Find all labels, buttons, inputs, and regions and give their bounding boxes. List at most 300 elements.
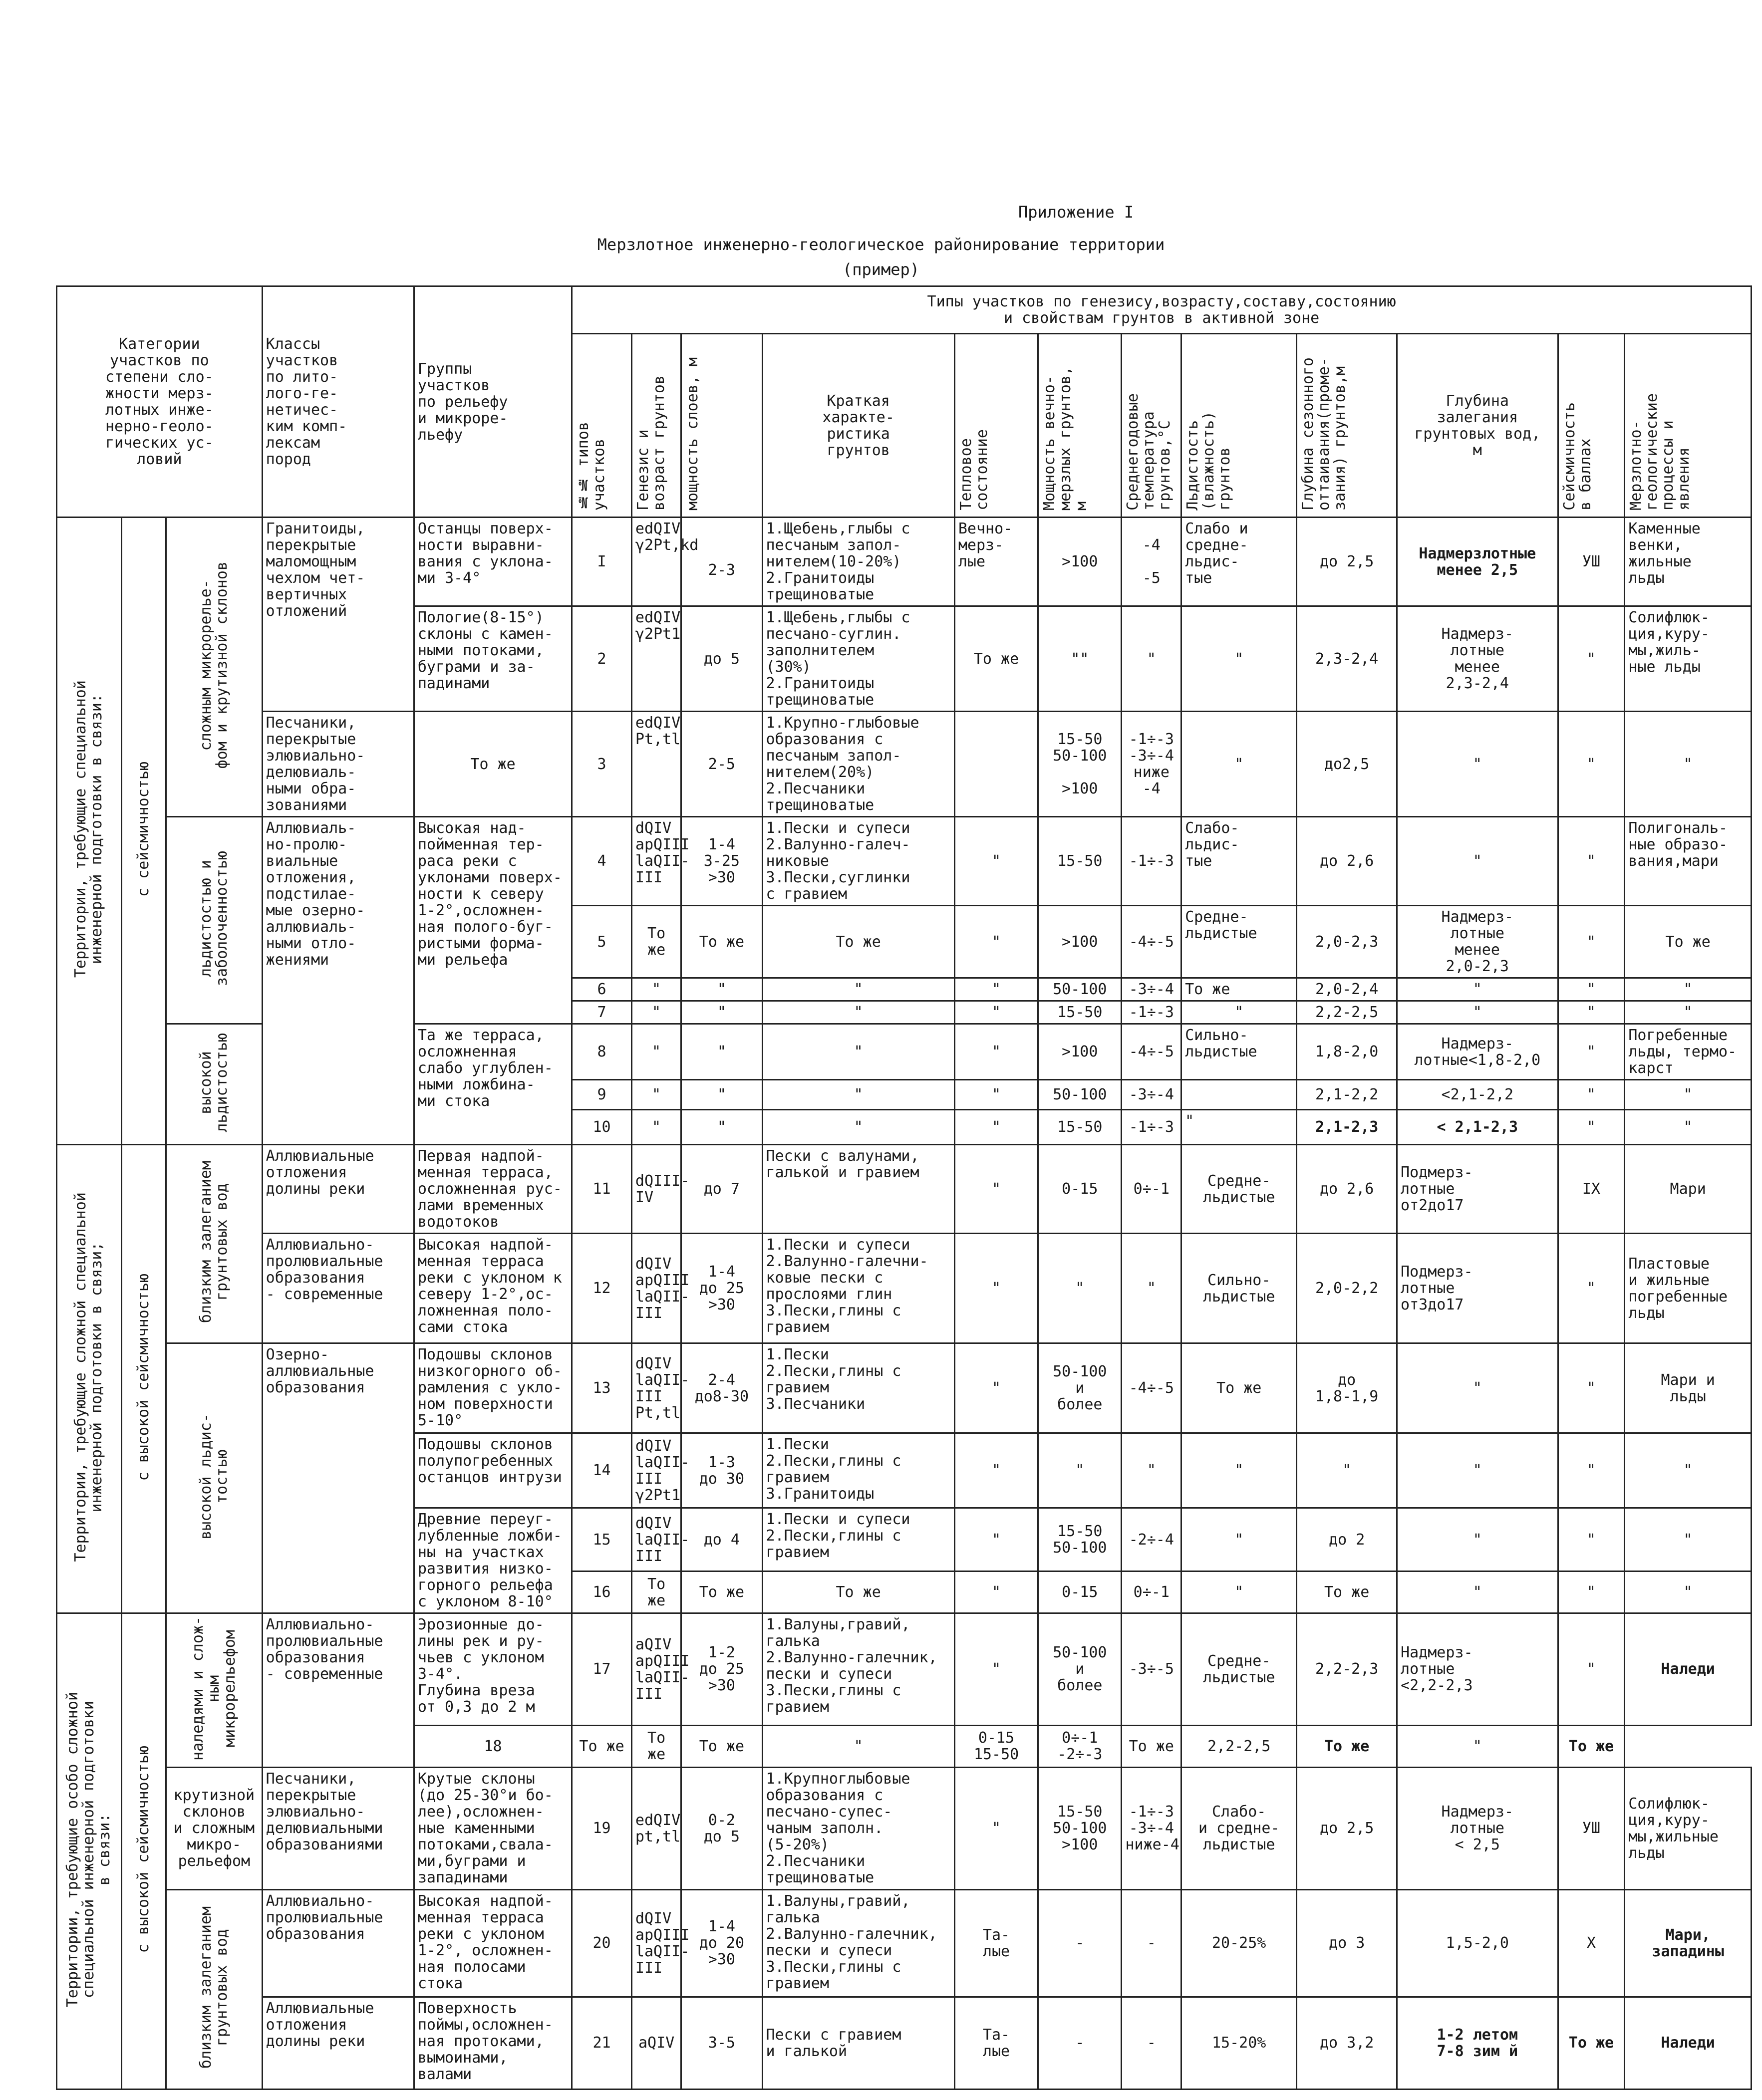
table-row xyxy=(57,1145,1752,1234)
description-cell: " xyxy=(762,1024,954,1080)
description-cell: 1.Валуны,гравий, галька 2.Валунно-галечник, пески и супеси 3.Пески,глины с гравием xyxy=(762,1613,954,1726)
header-description: Краткая характе- ристика грунтов xyxy=(762,334,954,518)
genesis-cell: dQIII-IV xyxy=(631,1145,681,1234)
thaw-cell: 2,0-2,2 xyxy=(1297,1234,1397,1343)
genesis-cell: edQIV γ2Pt,kd xyxy=(631,518,681,606)
description-cell: Пески с валунами, галькой и гравием xyxy=(762,1145,954,1234)
ice-cell: Средне- льдистые xyxy=(1181,1613,1297,1726)
process-cell: " xyxy=(1625,1001,1752,1024)
genesis-cell: dQIV laQII-III γ2Pt1 xyxy=(631,1433,681,1508)
seismicity-cell: " xyxy=(1558,1572,1625,1613)
class-cell: Песчаники, перекрытые элювиально- делювиальными образованиями xyxy=(262,1767,414,1889)
permafrost-cell: 15-50 xyxy=(1038,1110,1122,1145)
description-cell: " xyxy=(762,1110,954,1145)
seismicity-cell: " xyxy=(1558,1433,1625,1508)
thaw-cell: до2,5 xyxy=(1297,712,1397,817)
type-number: I xyxy=(572,518,632,606)
thaw-cell: до 1,8-1,9 xyxy=(1297,1343,1397,1433)
group-cell: Пологие(8-15°) склоны с камен- ными потоками, буграми и за- падинами xyxy=(414,606,572,712)
permafrost-cell: 0-15 15-50 xyxy=(954,1725,1038,1767)
ice-cell: " xyxy=(1181,606,1297,712)
type-number: 11 xyxy=(572,1145,632,1234)
ice-cell: " xyxy=(1181,1572,1297,1613)
category-label: Территории, требующие специальной инженерной подготовки в связи: xyxy=(57,518,122,1145)
genesis-cell: aQIV apQIII laQII-III xyxy=(631,1613,681,1726)
temperature-cell: -1÷-3 -3÷-4 ниже -4 xyxy=(1122,712,1181,817)
groundwater-cell: Подмерз- лотные от3до17 xyxy=(1397,1234,1558,1343)
header-permafrost: Мощность вечно- мерзлых грунтов, м xyxy=(1038,334,1122,518)
type-number: 3 xyxy=(572,712,632,817)
groundwater-cell: Надмерз- лотные <2,2-2,3 xyxy=(1397,1613,1558,1726)
class-cell: Аллювиально- пролювиальные образования - современные xyxy=(262,1613,414,1768)
thaw-cell: до 3,2 xyxy=(1297,1997,1397,2089)
class-cell: Аллювиально- пролювиальные образования xyxy=(262,1889,414,1997)
temperature-cell: 0÷-1 xyxy=(1122,1572,1181,1613)
temperature-cell: -3÷-4 xyxy=(1122,1080,1181,1110)
permafrost-cell: 15-50 50-100 >100 xyxy=(1038,712,1122,817)
header-processes: Мерзлотно- геологические процессы и явления xyxy=(1625,334,1752,518)
description-cell: " xyxy=(762,978,954,1001)
description-cell: 1.Крупно-глыбовые образования с песчаным запол- нителем(20%) 2.Песчаники трещиноватые xyxy=(762,712,954,817)
permafrost-cell: 0-15 xyxy=(1038,1572,1122,1613)
thermal-cell: Та- лые xyxy=(954,1889,1038,1997)
permafrost-cell: 50-100 xyxy=(1038,1080,1122,1110)
seismicity-cell: " xyxy=(1558,817,1625,906)
groundwater-cell: 1,5-2,0 xyxy=(1397,1889,1558,1997)
groundwater-cell: " xyxy=(1397,978,1558,1001)
appendix-label: Приложение I xyxy=(1018,203,1134,222)
document-title: Мерзлотное инженерно-геологическое районирование территории xyxy=(597,235,1165,254)
permafrost-cell: " xyxy=(1038,1234,1122,1343)
seismicity-cell: " xyxy=(1397,1725,1558,1767)
description-cell: То же xyxy=(762,906,954,978)
groundwater-cell: " xyxy=(1397,817,1558,906)
type-number: 5 xyxy=(572,906,632,978)
thickness-cell: 2-4 до8-30 xyxy=(681,1343,762,1433)
permafrost-cell: >100 xyxy=(1038,518,1122,606)
thermal-cell: " xyxy=(954,1110,1038,1145)
description-cell: 1.Валуны,гравий, галька 2.Валунно-галечник, пески и супеси 3.Пески,глины с гравием xyxy=(762,1889,954,1997)
seismicity-cell: " xyxy=(1558,1001,1625,1024)
temperature-cell: -1÷-3 xyxy=(1122,817,1181,906)
header-groups: Группы участков по рельефу и микроре- льефу xyxy=(414,286,572,518)
subcategory-label: крутизной склонов и сложным микро- рельефом xyxy=(166,1767,263,1889)
thermal-cell: " xyxy=(954,1234,1038,1343)
type-number: 18 xyxy=(414,1725,572,1767)
group-cell: Высокая надпой- менная терраса реки с уклоном к северу 1-2°,ос- ложненная поло- сами стока xyxy=(414,1234,572,1343)
process-cell: " xyxy=(1625,1508,1752,1572)
thermal-cell: " xyxy=(954,1433,1038,1508)
type-number: 19 xyxy=(572,1767,632,1889)
seismicity-cell: X xyxy=(1558,1889,1625,1997)
thermal-cell: То же xyxy=(954,606,1038,712)
ice-cell: " xyxy=(1181,712,1297,817)
type-number: 15 xyxy=(572,1508,632,1572)
thaw-cell: 2,1-2,3 xyxy=(1297,1110,1397,1145)
header-thermal: Тепловое состояние xyxy=(954,334,1038,518)
type-number: 14 xyxy=(572,1433,632,1508)
subcategory-label: сложным микрорелье- фом и крутизной склонов xyxy=(166,518,263,817)
process-cell: Мари и льды xyxy=(1625,1343,1752,1433)
thermal-cell: " xyxy=(954,978,1038,1001)
group-cell: Останцы поверх- ности выравни- вания с уклона- ми 3-4° xyxy=(414,518,572,606)
ice-cell: Слабо- льдис- тые xyxy=(1181,817,1297,906)
type-number: 10 xyxy=(572,1110,632,1145)
genesis-cell: aQIV xyxy=(631,1997,681,2089)
group-cell: Древние переуг- лубленные ложби- ны на участках развития низко- горного рельефа с уклоном 8-10° xyxy=(414,1508,572,1613)
thermal-cell: " xyxy=(954,1343,1038,1433)
seismicity-cell: " xyxy=(1558,978,1625,1001)
thickness-cell: 2-3 xyxy=(681,518,762,606)
process-cell: Пластовые и жильные погребенные льды xyxy=(1625,1234,1752,1343)
process-cell: Мари xyxy=(1625,1145,1752,1234)
permafrost-cell: 15-50 xyxy=(1038,1001,1122,1024)
class-cell: Аллювиально- пролювиальные образования - современные xyxy=(262,1234,414,1343)
thaw-cell: 2,1-2,2 xyxy=(1297,1080,1397,1110)
temperature-cell: -3÷-4 xyxy=(1122,978,1181,1001)
thickness-cell: " xyxy=(681,978,762,1001)
temperature-cell: -1÷-3 -3÷-4 ниже-4 xyxy=(1122,1767,1181,1889)
permafrost-cell: 15-50 50-100 >100 xyxy=(1038,1767,1122,1889)
header-row-top xyxy=(57,286,1752,334)
genesis-cell: " xyxy=(631,1080,681,1110)
ice-cell: 20-25% xyxy=(1181,1889,1297,1997)
header-temperature: Среднегодовые температура грунтов,°С xyxy=(1122,334,1181,518)
permafrost-cell: - xyxy=(1038,1997,1122,2089)
seismicity-label: с высокой сейсмичностью xyxy=(121,1613,166,2090)
genesis-cell: dQIV apQIII laQII-III xyxy=(631,1889,681,1997)
thaw-cell: до 3 xyxy=(1297,1889,1397,1997)
document-subtitle: (пример) xyxy=(842,260,920,279)
type-number: 6 xyxy=(572,978,632,1001)
seismicity-cell: " xyxy=(1558,1234,1625,1343)
groundwater-cell: Надмерз- лотные менее 2,3-2,4 xyxy=(1397,606,1558,712)
seismicity-cell: " xyxy=(1558,712,1625,817)
process-cell: Наледи xyxy=(1625,1997,1752,2089)
thickness-cell: до 7 xyxy=(681,1145,762,1234)
process-cell: Мари, западины xyxy=(1625,1889,1752,1997)
group-cell: Первая надпой- менная терраса, осложненная рус- лами временных водотоков xyxy=(414,1145,572,1234)
process-cell: Каменные венки, жильные льды xyxy=(1625,518,1752,606)
thaw-cell: до 2 xyxy=(1297,1508,1397,1572)
seismicity-cell: " xyxy=(1558,1110,1625,1145)
groundwater-cell: < 2,1-2,3 xyxy=(1397,1110,1558,1145)
seismicity-cell: " xyxy=(1558,1024,1625,1080)
type-number: 12 xyxy=(572,1234,632,1343)
temperature-cell: " xyxy=(1122,606,1181,712)
groundwater-cell: 1-2 летом 7-8 зим й xyxy=(1397,1997,1558,2089)
process-cell: " xyxy=(1625,712,1752,817)
genesis-cell: dQIV apQIII laQII-III xyxy=(631,817,681,906)
ice-cell xyxy=(1181,1080,1297,1110)
genesis-cell: dQIV apQIII laQII-III xyxy=(631,1234,681,1343)
type-number: 21 xyxy=(572,1997,632,2089)
ice-cell: Средне- льдистые xyxy=(1181,906,1297,978)
type-number: 17 xyxy=(572,1613,632,1726)
header-types: Типы участков по генезису,возрасту,составу,состоянию и свойствам грунтов в активной зоне xyxy=(572,286,1752,334)
description-cell: 1.Пески 2.Пески,глины с гравием 3.Песчаники xyxy=(762,1343,954,1433)
genesis-cell: То же xyxy=(631,906,681,978)
ice-cell: Сильно- льдистые xyxy=(1181,1234,1297,1343)
header-type-number: №№ типов участков xyxy=(572,334,632,518)
groundwater-cell: Надмерз- лотные < 2,5 xyxy=(1397,1767,1558,1889)
temperature-cell: " xyxy=(1122,1234,1181,1343)
ice-cell: То же xyxy=(1181,978,1297,1001)
ice-cell: " xyxy=(1181,1110,1297,1145)
seismicity-label: с высокой сейсмичностью xyxy=(121,1145,166,1613)
table-row xyxy=(57,1767,1752,1889)
thickness-cell: То же xyxy=(681,1572,762,1613)
type-number: 8 xyxy=(572,1024,632,1080)
group-cell: Высокая над- пойменная тер- раса реки с уклонами поверх- ности к северу 1-2°,осложнен- ная пологo-буг- ристыми форма- ми рельефа xyxy=(414,817,572,1024)
thaw-cell: до 2,5 xyxy=(1297,518,1397,606)
header-categories: Категории участков по степени сло- жности мерз- лотных инже- нерно-геоло- гических ус- ловий xyxy=(57,286,263,518)
process-cell: " xyxy=(1625,978,1752,1001)
temperature-cell: " xyxy=(1122,1433,1181,1508)
subcategory-label: высокой льдистостью xyxy=(166,1024,263,1145)
process-cell: " xyxy=(1625,1080,1752,1110)
thickness-cell: до 4 xyxy=(681,1508,762,1572)
temperature-cell: -1÷-3 xyxy=(1122,1110,1181,1145)
thaw-cell: 2,3-2,4 xyxy=(1297,606,1397,712)
seismicity-label: с сейсмичностью xyxy=(121,518,166,1145)
genesis-cell: dQIV laQII-III xyxy=(631,1508,681,1572)
groundwater-cell: <2,1-2,2 xyxy=(1397,1080,1558,1110)
class-cell: Озерно- аллювиальные образования xyxy=(262,1343,414,1613)
thermal-cell xyxy=(954,712,1038,817)
groundwater-cell: Надмерз- лотные<1,8-2,0 xyxy=(1397,1024,1558,1080)
genesis-cell: dQIV laQII-III Pt,tl xyxy=(631,1343,681,1433)
table-row xyxy=(57,712,1752,817)
header-classes: Классы участков по лито- лого-ге- нетичес- ким комп- лексам пород xyxy=(262,286,414,518)
ice-cell: Слабо- и средне- льдистые xyxy=(1181,1767,1297,1889)
thaw-cell: То же xyxy=(1297,1572,1397,1613)
description-cell: То же xyxy=(762,1572,954,1613)
seismicity-cell: " xyxy=(1558,1080,1625,1110)
thaw-cell: до 2,5 xyxy=(1297,1767,1397,1889)
ice-cell: То же xyxy=(1181,1343,1297,1433)
seismicity-cell: УШ xyxy=(1558,518,1625,606)
group-cell: Та же терраса, осложненная слабо углублен- ными ложбина- ми стока xyxy=(414,1024,572,1145)
groundwater-cell: " xyxy=(1397,712,1558,817)
description-cell: 1.Пески и супеси 2.Валунно-галечни- ковые пески с прослоями глин 3.Пески,глины с гравием xyxy=(762,1234,954,1343)
thickness-cell: 0-2 до 5 xyxy=(681,1767,762,1889)
ice-cell: " xyxy=(1181,1001,1297,1024)
temperature-cell: -3÷-5 xyxy=(1122,1613,1181,1726)
zoning-table xyxy=(56,285,1752,2090)
ice-cell: 15-20% xyxy=(1181,1997,1297,2089)
temperature-cell: -2÷-4 xyxy=(1122,1508,1181,1572)
permafrost-cell: >100 xyxy=(1038,1024,1122,1080)
seismicity-cell: То же xyxy=(1558,1997,1625,2089)
ice-cell: Средне- льдистые xyxy=(1181,1145,1297,1234)
thaw-cell: 1,8-2,0 xyxy=(1297,1024,1397,1080)
category-label: Территории, требующие особо сложной специальной инженерной подготовки в связи: xyxy=(57,1613,122,2090)
process-cell: " xyxy=(1625,1572,1752,1613)
thickness-cell: 3-5 xyxy=(681,1997,762,2089)
thaw-cell: 2,0-2,3 xyxy=(1297,906,1397,978)
class-cell: Аллювиальные отложения долины реки xyxy=(262,1145,414,1234)
thickness-cell: То же xyxy=(681,906,762,978)
groundwater-cell: " xyxy=(1397,1572,1558,1613)
seismicity-cell: УШ xyxy=(1558,1767,1625,1889)
thickness-cell: до 5 xyxy=(681,606,762,712)
temperature-cell: -1÷-3 xyxy=(1122,1001,1181,1024)
class-cell: Аллювиальные отложения долины реки xyxy=(262,1997,414,2089)
group-cell: Поверхность поймы,осложнен- ная протоками, вымоинами, валами xyxy=(414,1997,572,2089)
ice-cell: То же xyxy=(1122,1725,1181,1767)
seismicity-cell: " xyxy=(1558,906,1625,978)
thermal-cell: " xyxy=(954,1001,1038,1024)
thaw-cell: 2,2-2,3 xyxy=(1297,1613,1397,1726)
permafrost-cell: "" xyxy=(1038,606,1122,712)
type-number: 2 xyxy=(572,606,632,712)
seismicity-cell: " xyxy=(1558,1508,1625,1572)
subcategory-label: близким залеганием грунтовых вод xyxy=(166,1145,263,1343)
description-cell: 1.Крупноглыбовые образования с песчано-супес- чаным заполн. (5-20%) 2.Песчаники трещиноватые xyxy=(762,1767,954,1889)
header-thaw-depth: Глубина сезонного оттаивания(проме- зания) грунтов,м xyxy=(1297,334,1397,518)
thickness-cell: 1-4 3-25 >30 xyxy=(681,817,762,906)
description-cell: То же xyxy=(681,1725,762,1767)
seismicity-cell: IX xyxy=(1558,1145,1625,1234)
seismicity-cell: " xyxy=(1558,606,1625,712)
genesis-cell: То же xyxy=(631,1572,681,1613)
type-number: 9 xyxy=(572,1080,632,1110)
process-cell: " xyxy=(1625,1110,1752,1145)
class-cell: Аллювиаль- но-пролю- виальные отложения, подстилае- мые озерно- аллювиаль- ными отло- жениями xyxy=(262,817,414,1145)
genesis-cell: " xyxy=(631,1024,681,1080)
thaw-cell: 2,2-2,5 xyxy=(1297,1001,1397,1024)
genesis-cell: edQIV pt,tl xyxy=(631,1767,681,1889)
groundwater-cell: " xyxy=(1397,1433,1558,1508)
permafrost-cell: 50-100 xyxy=(1038,978,1122,1001)
groundwater-cell: Подмерз- лотные от2до17 xyxy=(1397,1145,1558,1234)
table-row xyxy=(57,1889,1752,1997)
temperature-cell: -4÷-5 xyxy=(1122,1024,1181,1080)
group-cell: Высокая надпой- менная терраса реки с уклоном 1-2°, осложнен- ная полосами стока xyxy=(414,1889,572,1997)
groundwater-cell: То же xyxy=(1297,1725,1397,1767)
description-cell: 1.Щебень,глыбы с песчаным запол- нителем(10-20%) 2.Гранитоиды трещиноватые xyxy=(762,518,954,606)
header-seismicity: Сейсмичность в баллах xyxy=(1558,334,1625,518)
thermal-cell: " xyxy=(954,817,1038,906)
description-cell: 1.Щебень,глыбы с песчано-суглин. заполнителем (30%) 2.Гранитоиды трещиноватые xyxy=(762,606,954,712)
permafrost-cell: " xyxy=(1038,1433,1122,1508)
type-number: 16 xyxy=(572,1572,632,1613)
subcategory-label: близким залеганием грунтовых вод xyxy=(166,1889,263,2089)
thermal-cell: " xyxy=(954,1024,1038,1080)
header-ice-content: Льдистость (влажность) грунтов xyxy=(1181,334,1297,518)
thickness-cell: " xyxy=(681,1024,762,1080)
description-cell: 1.Пески и супеси 2.Валунно-галеч- никовые 3.Пески,суглинки с гравием xyxy=(762,817,954,906)
thickness-cell: 1-3 до 30 xyxy=(681,1433,762,1508)
ice-cell: " xyxy=(1181,1433,1297,1508)
process-cell: Солифлюк- ция,куру- мы,жиль- ные льды xyxy=(1625,606,1752,712)
table-row xyxy=(57,1234,1752,1343)
type-number: 20 xyxy=(572,1889,632,1997)
process-cell: То же xyxy=(1625,906,1752,978)
temperature-cell: 0÷-1 -2÷-3 xyxy=(1038,1725,1122,1767)
thermal-cell: Та- лые xyxy=(954,1997,1038,2089)
thickness-cell: То же xyxy=(631,1725,681,1767)
description-cell: 1.Пески 2.Пески,глины с гравием 3.Гранитоиды xyxy=(762,1433,954,1508)
thermal-cell: " xyxy=(762,1725,954,1767)
temperature-cell: - xyxy=(1122,1889,1181,1997)
thaw-cell: до 2,6 xyxy=(1297,817,1397,906)
thaw-cell: 2,2-2,5 xyxy=(1181,1725,1297,1767)
group-cell: То же xyxy=(414,712,572,817)
permafrost-cell: 50-100 и более xyxy=(1038,1613,1122,1726)
permafrost-cell: >100 xyxy=(1038,906,1122,978)
thickness-cell: " xyxy=(681,1080,762,1110)
thaw-cell: " xyxy=(1297,1433,1397,1508)
thermal-cell: " xyxy=(954,1572,1038,1613)
group-cell: Подошвы склонов низкогорного об- рамления с укло- ном поверхности 5-10° xyxy=(414,1343,572,1433)
temperature-cell: -4÷-5 xyxy=(1122,1343,1181,1433)
thermal-cell: " xyxy=(954,1145,1038,1234)
category-label: Территории, требующие сложной специальной инженерной подготовки в связи; xyxy=(57,1145,122,1613)
genesis-cell: " xyxy=(631,978,681,1001)
table-row xyxy=(57,1997,1752,2089)
process-cell: Солифлюк- ция,куру- мы,жильные льды xyxy=(1625,1767,1752,1889)
groundwater-cell: " xyxy=(1397,1343,1558,1433)
seismicity-cell: " xyxy=(1558,1613,1625,1726)
temperature-cell: 0÷-1 xyxy=(1122,1145,1181,1234)
process-cell: Наледи xyxy=(1625,1613,1752,1726)
thickness-cell: " xyxy=(681,1110,762,1145)
table-row xyxy=(57,1613,1752,1726)
class-cell: Песчаники, перекрытые элювиально- делювиаль- ными обра- зованиями xyxy=(262,712,414,817)
thickness-cell: 1-2 до 25 >30 xyxy=(681,1613,762,1726)
genesis-cell: " xyxy=(631,1001,681,1024)
thickness-cell: 1-4 до 25 >30 xyxy=(681,1234,762,1343)
table-row xyxy=(57,518,1752,606)
thermal-cell: " xyxy=(954,1767,1038,1889)
permafrost-cell: 15-50 50-100 xyxy=(1038,1508,1122,1572)
permafrost-cell: - xyxy=(1038,1889,1122,1997)
thermal-cell: " xyxy=(954,1508,1038,1572)
genesis-cell: То же xyxy=(572,1725,632,1767)
permafrost-cell: 50-100 и более xyxy=(1038,1343,1122,1433)
permafrost-cell: 0-15 xyxy=(1038,1145,1122,1234)
groundwater-cell: Надмерзлотные менее 2,5 xyxy=(1397,518,1558,606)
class-cell: Гранитоиды, перекрытые маломощным чехлом чет- вертичных отложений xyxy=(262,518,414,712)
subcategory-label: высокой льдис- тостью xyxy=(166,1343,263,1613)
ice-cell: " xyxy=(1181,1508,1297,1572)
genesis-cell: edQIV γ2Pt1 xyxy=(631,606,681,712)
groundwater-cell: Надмерз- лотные менее 2,0-2,3 xyxy=(1397,906,1558,978)
description-cell: " xyxy=(762,1001,954,1024)
groundwater-cell: " xyxy=(1397,1508,1558,1572)
header-groundwater: Глубина залегания грунтовых вод, м xyxy=(1397,334,1558,518)
header-thickness: мощность слоев, м xyxy=(681,334,762,518)
subcategory-label: наледями и слож- ным микрорельефом xyxy=(166,1613,263,1768)
type-number: 13 xyxy=(572,1343,632,1433)
thickness-cell: 2-5 xyxy=(681,712,762,817)
thickness-cell: 1-4 до 20 >30 xyxy=(681,1889,762,1997)
seismicity-cell: " xyxy=(1558,1343,1625,1433)
header-genesis: Генезис и возраст грунтов xyxy=(631,334,681,518)
process-cell: Полигональ- ные образо- вания,мари xyxy=(1625,817,1752,906)
groundwater-cell: " xyxy=(1397,1001,1558,1024)
table-row xyxy=(57,817,1752,906)
genesis-cell: edQIV Pt,tl xyxy=(631,712,681,817)
subcategory-label: льдистостью и заболоченностью xyxy=(166,817,263,1024)
description-cell: 1.Пески и супеси 2.Пески,глины с гравием xyxy=(762,1508,954,1572)
thermal-cell: Вечно- мерз- лые xyxy=(954,518,1038,606)
temperature-cell: -4 -5 xyxy=(1122,518,1181,606)
process-cell: " xyxy=(1625,1433,1752,1508)
process-cell: Погребенные льды, термо- карст xyxy=(1625,1024,1752,1080)
